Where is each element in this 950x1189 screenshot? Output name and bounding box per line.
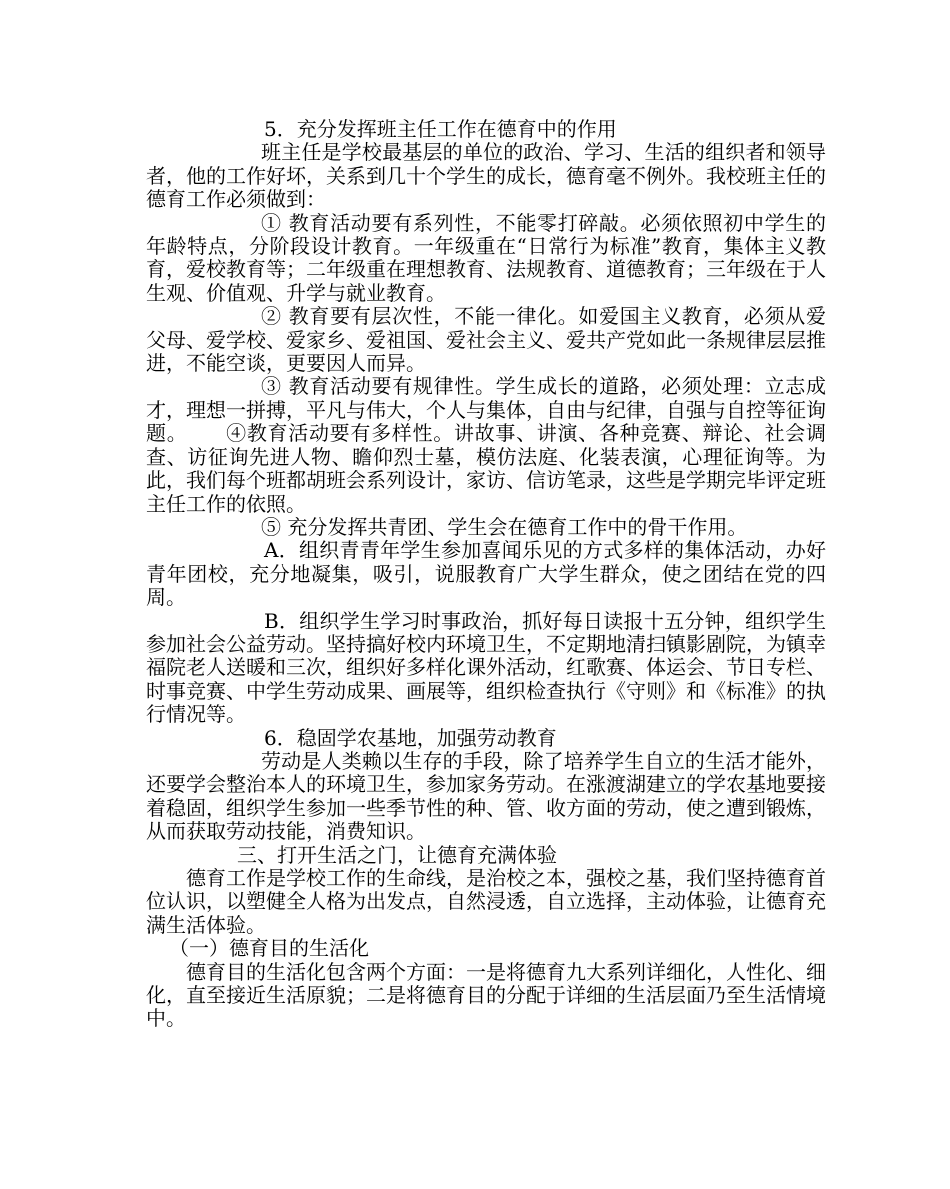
paragraph-text: 三、打开生活之门，让德育充满体验 bbox=[237, 842, 557, 867]
paragraph-text: ① 教育活动要有系列性，不能零打碎敲。必须依照初中学生的年龄特点，分阶段设计教育。一年级重在“日常行为标准”教育，集体主义教育，爱校教育等；二年级重在理想教育、法规教育、道德教育；三年级在于人生观、价值观、升学与就业教育。 bbox=[146, 210, 826, 305]
paragraph bbox=[146, 961, 826, 1031]
paragraph bbox=[146, 141, 826, 211]
paragraph-text: 德育工作是学校工作的生命线，是治校之本，强校之基，我们坚持德育首位认识，以塑健全人格为出发点，自然浸透，自立选择，主动体验，让德育充满生活体验。 bbox=[146, 866, 826, 937]
paragraph-text: 5．充分发挥班主任工作在德育中的作用 bbox=[264, 117, 617, 141]
document-page bbox=[146, 118, 826, 1031]
paragraph-text: 德育目的生活化包含两个方面：一是将德育九大系列详细化，人性化、细化，直至接近生活原貌；二是将德育目的分配于详细的生活层面乃至生活情境中。 bbox=[146, 959, 826, 1031]
paragraph-text: 6．稳固学农基地，加强劳动教育 bbox=[264, 725, 557, 750]
paragraph-item-b bbox=[146, 610, 826, 727]
subsection-heading-1 bbox=[146, 937, 826, 960]
paragraph-text: ② 教育要有层次性，不能一律化。如爱国主义教育，必须从爱父母、爱学校、爱家乡、爱祖国、爱社会主义、爱共产党如此一条规律层层推进，不能空谈，更要因人而异。 bbox=[146, 304, 826, 376]
paragraph bbox=[146, 305, 826, 375]
heading-5 bbox=[146, 118, 826, 141]
paragraph bbox=[146, 375, 826, 515]
paragraph-text: 班主任是学校最基层的单位的政治、学习、生活的组织者和领导者，他的工作好坏，关系到几十个学生的成长，德育毫不例外。我校班主任的德育工作必须做到： bbox=[146, 140, 826, 212]
paragraph bbox=[146, 212, 826, 306]
paragraph-text: B．组织学生学习时事政治，抓好每日读报十五分钟，组织学生参加社会公益劳动。坚持搞好校内环境卫生，不定期地清扫镇影剧院，为镇幸福院老人送暖和三次，组织好多样化课外活动，红歌赛、体运会、节日专栏、时事竞赛、中学生劳动成果、画展等，组织检查执行《守则》和《标准》的执行情况等。 bbox=[146, 608, 826, 727]
paragraph-text: A．组织青青年学生参加喜闻乐见的方式多样的集体活动，办好青年团校，充分地凝集，吸引，说服教育广大学生群众，使之团结在党的四周。 bbox=[146, 538, 826, 610]
heading-6 bbox=[146, 727, 826, 750]
paragraph-text: ③ 教育活动要有规律性。学生成长的道路，必须处理：立志成才，理想一拼搏，平凡与伟大，个人与集体，自由与纪律，自强与自控等征询题。 bbox=[146, 374, 826, 446]
paragraph-text: ⑤ 充分发挥共青团、学生会在德育工作中的骨干作用。 bbox=[261, 514, 748, 539]
paragraph bbox=[146, 867, 826, 937]
paragraph bbox=[146, 750, 826, 844]
paragraph-text-tail: ④教育活动要有多样性。讲故事、讲演、各种竞赛、辩论、社会调查、访征询先进人物、瞻仰烈士墓，模仿法庭、化装表演，心理征询等。为此，我们每个班都胡班会系列设计，家访、信访笔录，这些是学期完毕评定班主任工作的依照。 bbox=[146, 421, 827, 516]
paragraph-item-a bbox=[146, 539, 826, 609]
paragraph-text: 劳动是人类赖以生存的手段，除了培养学生自立的生活才能外，还要学会整治本人的环境卫生，参加家务劳动。在涨渡湖建立的学农基地要接着稳固，组织学生参加一些季节性的种、管、收方面的劳动，使之遭到锻炼，从而获取劳动技能，消费知识。 bbox=[146, 748, 826, 844]
paragraph bbox=[146, 516, 826, 539]
section-heading-3 bbox=[146, 844, 826, 867]
paragraph-text: （一）德育目的生活化 bbox=[169, 936, 369, 961]
